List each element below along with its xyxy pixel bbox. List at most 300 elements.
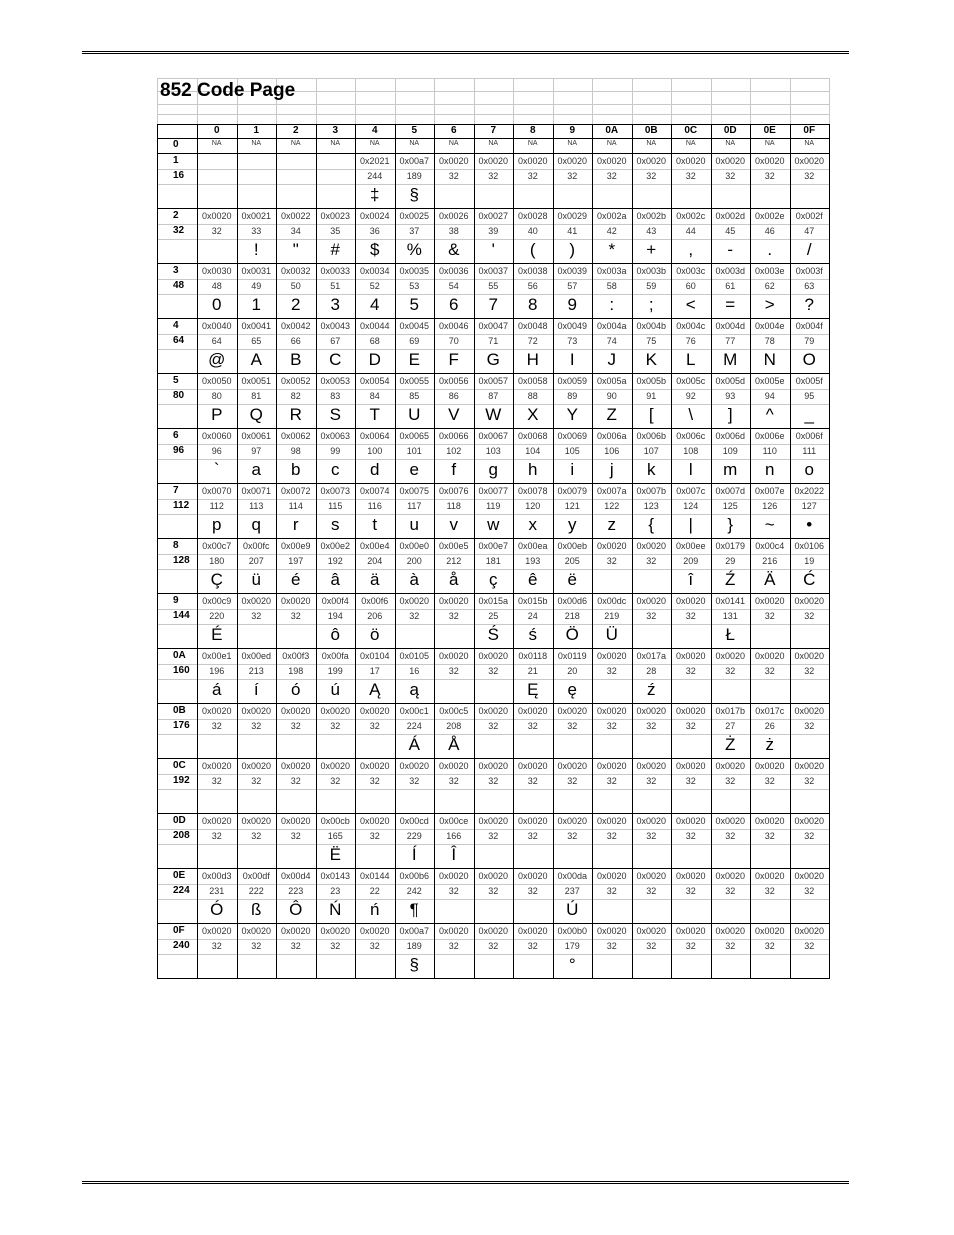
- decimal-value: 55: [488, 281, 499, 291]
- decimal-value: 32: [488, 721, 499, 731]
- hex-value: 0x0020: [636, 706, 667, 716]
- hex-value: 0x0020: [438, 651, 469, 661]
- decimal-value: 121: [564, 501, 580, 511]
- column-header: 3: [332, 125, 339, 136]
- row-label: 0F: [173, 925, 185, 936]
- character-glyph: &: [448, 240, 460, 259]
- hex-value: 0x2022: [794, 486, 825, 496]
- hex-value: 0x0020: [754, 596, 785, 606]
- hex-value: 0x0020: [517, 706, 548, 716]
- sub-row-line: [157, 719, 830, 720]
- decimal-value: 39: [488, 226, 499, 236]
- decimal-value: 24: [527, 611, 538, 621]
- sub-row-line: [157, 679, 830, 680]
- hex-value: 0x017c: [755, 706, 785, 716]
- hex-value: 0x0020: [478, 761, 509, 771]
- character-glyph: B: [290, 350, 302, 369]
- character-glyph: D: [368, 350, 381, 369]
- decimal-value: 122: [604, 501, 620, 511]
- row-decimal: 64: [173, 335, 185, 346]
- hex-value: 0x0118: [518, 651, 548, 661]
- hex-value: 0x0020: [280, 596, 311, 606]
- title-col-gridline: [395, 78, 396, 124]
- group-separator-line: [157, 373, 830, 374]
- hex-value: 0x0020: [715, 871, 746, 881]
- decimal-value: 32: [211, 226, 222, 236]
- character-glyph: Î: [451, 845, 457, 864]
- character-glyph: ~: [764, 515, 775, 534]
- decimal-value: 87: [488, 391, 499, 401]
- hex-value: 0x002f: [795, 211, 823, 221]
- decimal-value: 212: [446, 556, 462, 566]
- hex-value: 0x002b: [636, 211, 667, 221]
- decimal-value: 58: [606, 281, 617, 291]
- hex-value: 0x00f6: [361, 596, 389, 606]
- decimal-value: 33: [251, 226, 262, 236]
- hex-value: 0x0020: [636, 816, 667, 826]
- hex-value: 0x0048: [517, 321, 548, 331]
- decimal-value: 60: [685, 281, 696, 291]
- decimal-value: 32: [606, 941, 617, 951]
- character-glyph: Ë: [329, 845, 341, 864]
- hex-value: 0x0020: [280, 816, 311, 826]
- column-header: 4: [371, 125, 378, 136]
- row-label: 8: [173, 540, 179, 551]
- sub-row-line: [157, 444, 830, 445]
- hex-value: 0x00e1: [201, 651, 232, 661]
- decimal-value: 32: [685, 886, 696, 896]
- hex-value: 0x003d: [715, 266, 746, 276]
- decimal-value: 66: [290, 336, 301, 346]
- character-glyph: w: [487, 515, 500, 534]
- hex-value: NA: [804, 140, 815, 147]
- hex-value: 0x00cd: [399, 816, 429, 826]
- decimal-value: 96: [211, 446, 222, 456]
- sub-row-line: [157, 334, 830, 335]
- character-glyph: +: [646, 240, 657, 259]
- row-decimal: 16: [173, 170, 185, 181]
- hex-value: 0x0063: [320, 431, 351, 441]
- hex-value: 0x0020: [675, 816, 706, 826]
- decimal-value: 32: [290, 611, 301, 621]
- hex-value: 0x006a: [596, 431, 627, 441]
- column-separator-line: [632, 124, 633, 979]
- decimal-value: 47: [804, 226, 815, 236]
- character-glyph: T: [369, 405, 380, 424]
- character-glyph: p: [212, 515, 222, 534]
- character-glyph: K: [645, 350, 657, 369]
- decimal-value: 32: [488, 171, 499, 181]
- title-col-gridline: [592, 78, 593, 124]
- character-glyph: 2: [291, 295, 301, 314]
- hex-value: 0x00f4: [321, 596, 349, 606]
- character-glyph: o: [804, 460, 814, 479]
- character-glyph: ç: [489, 570, 498, 589]
- decimal-value: 91: [646, 391, 657, 401]
- hex-value: 0x0021: [241, 211, 272, 221]
- hex-value: 0x0068: [517, 431, 548, 441]
- hex-value: 0x00ea: [517, 541, 548, 551]
- group-separator-line: [157, 428, 830, 429]
- character-glyph: *: [608, 240, 616, 259]
- character-glyph: C: [329, 350, 342, 369]
- group-separator-line: [157, 703, 830, 704]
- decimal-value: 32: [646, 171, 657, 181]
- decimal-value: 32: [764, 831, 775, 841]
- hex-value: 0x0020: [715, 926, 746, 936]
- character-glyph: á: [212, 680, 222, 699]
- decimal-value: 32: [567, 831, 578, 841]
- decimal-value: 70: [448, 336, 459, 346]
- decimal-value: 27: [725, 721, 736, 731]
- sub-row-line: [157, 954, 830, 955]
- column-separator-line: [434, 124, 435, 979]
- hex-value: 0x0039: [557, 266, 588, 276]
- sub-row-line: [157, 774, 830, 775]
- decimal-value: 116: [367, 501, 382, 511]
- hex-value: 0x0106: [794, 541, 825, 551]
- hex-value: 0x0143: [320, 871, 351, 881]
- title-col-gridline: [632, 78, 633, 124]
- character-glyph: Q: [249, 405, 263, 424]
- character-glyph: d: [370, 460, 380, 479]
- hex-value: 0x0179: [715, 541, 746, 551]
- decimal-value: 32: [369, 831, 380, 841]
- decimal-value: 32: [251, 776, 262, 786]
- hex-value: 0x007b: [636, 486, 667, 496]
- sub-row-line: [157, 664, 830, 665]
- decimal-value: 32: [606, 666, 617, 676]
- hex-value: 0x0020: [794, 761, 825, 771]
- character-glyph: !: [253, 240, 259, 259]
- decimal-value: 32: [488, 666, 499, 676]
- character-glyph: Z: [606, 405, 617, 424]
- sub-row-line: [157, 349, 830, 350]
- character-glyph: -: [727, 240, 734, 259]
- decimal-value: 108: [683, 446, 699, 456]
- bottom-rule: [82, 1181, 849, 1184]
- decimal-value: 32: [685, 171, 696, 181]
- hex-value: 0x0036: [438, 266, 469, 276]
- character-glyph: ś: [528, 625, 537, 644]
- hex-value: 0x002d: [715, 211, 746, 221]
- column-separator-line: [513, 124, 514, 979]
- column-separator-line: [395, 124, 396, 979]
- character-glyph: N: [763, 350, 776, 369]
- hex-value: 0x002e: [754, 211, 785, 221]
- hex-value: 0x0053: [320, 376, 351, 386]
- sub-row-line: [157, 224, 830, 225]
- hex-value: 0x0020: [794, 706, 825, 716]
- decimal-value: 32: [567, 721, 578, 731]
- character-glyph: J: [607, 350, 616, 369]
- column-header: 1: [253, 125, 260, 136]
- hex-value: 0x00e5: [438, 541, 469, 551]
- hex-value: 0x00ed: [241, 651, 272, 661]
- decimal-value: 223: [288, 886, 304, 896]
- hex-value: 0x003f: [795, 266, 823, 276]
- decimal-value: 44: [685, 226, 696, 236]
- top-rule: [82, 51, 849, 54]
- hex-value: 0x0042: [280, 321, 311, 331]
- character-glyph: W: [485, 405, 502, 424]
- character-glyph: j: [609, 460, 614, 479]
- hex-value: 0x0041: [241, 321, 272, 331]
- column-header: 8: [529, 125, 536, 136]
- decimal-value: 20: [567, 666, 578, 676]
- character-glyph: î: [688, 570, 694, 589]
- character-glyph: ż: [765, 735, 774, 754]
- decimal-value: 219: [604, 611, 620, 621]
- hex-value: 0x015b: [517, 596, 548, 606]
- hex-value: 0x0105: [399, 651, 430, 661]
- character-glyph: q: [251, 515, 261, 534]
- hex-value: 0x0020: [596, 651, 627, 661]
- hex-value: 0x004a: [596, 321, 627, 331]
- sub-row-line: [157, 789, 830, 790]
- decimal-value: 62: [764, 281, 775, 291]
- hex-value: 0x0144: [359, 871, 390, 881]
- hex-value: 0x0051: [241, 376, 272, 386]
- hex-value: 0x0020: [478, 816, 509, 826]
- hex-value: 0x0032: [280, 266, 311, 276]
- hex-value: 0x0073: [320, 486, 351, 496]
- character-glyph: k: [647, 460, 656, 479]
- hex-value: 0x00df: [242, 871, 270, 881]
- character-glyph: é: [291, 570, 301, 589]
- column-header: 0: [213, 125, 220, 136]
- row-label: 4: [173, 320, 179, 331]
- column-header: 7: [490, 125, 497, 136]
- decimal-value: 32: [725, 941, 736, 951]
- row-label: 0E: [173, 870, 186, 881]
- row-label: 2: [173, 210, 179, 221]
- title-col-gridline: [513, 78, 514, 124]
- hex-value: 0x0075: [399, 486, 430, 496]
- title-col-gridline: [474, 78, 475, 124]
- character-glyph: ]: [727, 405, 733, 424]
- hex-value: 0x00ce: [439, 816, 469, 826]
- decimal-value: 32: [211, 941, 222, 951]
- decimal-value: 75: [646, 336, 657, 346]
- hex-value: 0x003c: [676, 266, 706, 276]
- column-separator-line: [553, 124, 554, 979]
- hex-value: 0x0076: [438, 486, 469, 496]
- character-glyph: z: [607, 515, 616, 534]
- hex-value: 0x0020: [794, 596, 825, 606]
- decimal-value: 189: [406, 941, 422, 951]
- hex-value: 0x0104: [359, 651, 390, 661]
- hex-value: 0x0020: [596, 761, 627, 771]
- title-gridline: [157, 104, 830, 105]
- hex-value: 0x0020: [517, 156, 548, 166]
- group-separator-line: [157, 923, 830, 924]
- decimal-value: 54: [448, 281, 459, 291]
- decimal-value: 32: [488, 941, 499, 951]
- row-decimal: 160: [173, 665, 190, 676]
- hex-value: 0x0030: [201, 266, 232, 276]
- hex-value: 0x0020: [636, 871, 667, 881]
- character-glyph: ó: [291, 680, 301, 699]
- decimal-value: 38: [448, 226, 459, 236]
- title-left-gridline: [157, 78, 158, 124]
- decimal-value: 109: [722, 446, 738, 456]
- decimal-value: 231: [209, 886, 225, 896]
- hex-value: 0x0062: [280, 431, 311, 441]
- character-glyph: A: [250, 350, 262, 369]
- hex-value: 0x00a7: [399, 926, 430, 936]
- hex-value: 0x0020: [715, 651, 746, 661]
- hex-value: 0x0027: [478, 211, 509, 221]
- decimal-value: 127: [801, 501, 817, 511]
- decimal-value: 32: [804, 886, 815, 896]
- hex-value: 0x0025: [399, 211, 430, 221]
- hex-value: 0x0020: [438, 871, 469, 881]
- decimal-value: 32: [448, 171, 459, 181]
- decimal-value: 32: [330, 776, 341, 786]
- hex-value: 0x00e7: [478, 541, 509, 551]
- hex-value: 0x0020: [557, 761, 588, 771]
- decimal-value: 194: [327, 611, 343, 621]
- character-glyph: 9: [567, 295, 577, 314]
- decimal-value: 237: [564, 886, 580, 896]
- character-glyph: ö: [370, 625, 380, 644]
- hex-value: 0x0020: [636, 541, 667, 551]
- decimal-value: 68: [369, 336, 380, 346]
- decimal-value: 69: [409, 336, 420, 346]
- character-glyph: s: [331, 515, 340, 534]
- decimal-value: 213: [248, 666, 264, 676]
- hex-value: 0x003a: [596, 266, 627, 276]
- decimal-value: 110: [762, 446, 777, 456]
- character-glyph: I: [569, 350, 575, 369]
- hex-value: 0x0119: [557, 651, 587, 661]
- header-top-line: [157, 124, 830, 125]
- decimal-value: 131: [722, 611, 738, 621]
- character-glyph: (: [529, 240, 536, 259]
- sub-row-line: [157, 829, 830, 830]
- decimal-value: 125: [722, 501, 738, 511]
- decimal-value: 32: [725, 171, 736, 181]
- character-glyph: Å: [448, 735, 460, 754]
- sub-row-line: [157, 404, 830, 405]
- hex-value: 0x007e: [754, 486, 785, 496]
- decimal-value: 32: [685, 941, 696, 951]
- hex-value: 0x0020: [517, 871, 548, 881]
- character-glyph: t: [372, 515, 378, 534]
- decimal-value: 93: [725, 391, 736, 401]
- title-col-gridline: [316, 78, 317, 124]
- hex-value: 0x0020: [280, 761, 311, 771]
- hex-value: 0x005d: [715, 376, 746, 386]
- sub-row-line: [157, 624, 830, 625]
- title-col-gridline: [671, 78, 672, 124]
- character-glyph: 0: [212, 295, 222, 314]
- character-glyph: {: [648, 515, 655, 534]
- decimal-value: 80: [211, 391, 222, 401]
- hex-value: 0x002c: [676, 211, 706, 221]
- decimal-value: 105: [564, 446, 580, 456]
- hex-value: 0x0067: [478, 431, 509, 441]
- character-glyph: u: [409, 515, 419, 534]
- decimal-value: 32: [764, 886, 775, 896]
- character-glyph: G: [486, 350, 500, 369]
- hex-value: 0x00a7: [399, 156, 430, 166]
- character-glyph: É: [211, 625, 223, 644]
- decimal-value: 32: [804, 776, 815, 786]
- decimal-value: 204: [367, 556, 383, 566]
- hex-value: 0x0020: [754, 871, 785, 881]
- character-glyph: f: [451, 460, 457, 479]
- hex-value: 0x0065: [399, 431, 430, 441]
- column-separator-line: [711, 124, 712, 979]
- character-glyph: [: [648, 405, 654, 424]
- decimal-value: 101: [406, 446, 422, 456]
- code-page-sheet: [157, 78, 830, 981]
- column-header: 0C: [684, 125, 698, 136]
- hex-value: 0x0020: [359, 761, 390, 771]
- title-gridline: [157, 114, 830, 115]
- character-glyph: |: [688, 515, 693, 534]
- character-glyph: 3: [330, 295, 340, 314]
- character-glyph: Ç: [210, 570, 223, 589]
- hex-value: 0x0028: [517, 211, 548, 221]
- hex-value: 0x0020: [675, 156, 706, 166]
- decimal-value: 32: [764, 666, 775, 676]
- hex-value: 0x00b0: [557, 926, 588, 936]
- hex-value: 0x0020: [320, 706, 351, 716]
- decimal-value: 32: [764, 776, 775, 786]
- decimal-value: 32: [685, 831, 696, 841]
- row-label: 5: [173, 375, 179, 386]
- row-label: 7: [173, 485, 179, 496]
- hex-value: 0x00c4: [755, 541, 785, 551]
- hex-value: 0x0020: [675, 596, 706, 606]
- character-glyph: ê: [528, 570, 538, 589]
- hex-value: 0x0020: [399, 761, 430, 771]
- decimal-value: 21: [527, 666, 538, 676]
- hex-value: 0x006c: [676, 431, 706, 441]
- row-decimal: 32: [173, 225, 185, 236]
- hex-value: 0x004f: [795, 321, 823, 331]
- character-glyph: v: [449, 515, 458, 534]
- row-decimal: 176: [173, 720, 190, 731]
- decimal-value: 32: [369, 941, 380, 951]
- character-glyph: 6: [449, 295, 459, 314]
- hex-value: 0x0020: [478, 156, 509, 166]
- hex-value: 0x0020: [794, 816, 825, 826]
- decimal-value: 32: [527, 941, 538, 951]
- hex-value: 0x007d: [715, 486, 746, 496]
- decimal-value: 220: [209, 611, 225, 621]
- decimal-value: 59: [646, 281, 657, 291]
- left-border-line: [157, 124, 158, 979]
- hex-value: 0x00da: [557, 871, 588, 881]
- row-label: 6: [173, 430, 179, 441]
- sub-row-line: [157, 499, 830, 500]
- decimal-value: 90: [606, 391, 617, 401]
- hex-value: 0x0020: [557, 706, 588, 716]
- character-glyph: ‡: [370, 185, 380, 204]
- hex-value: 0x0020: [438, 926, 469, 936]
- decimal-value: 32: [251, 831, 262, 841]
- hex-value: 0x0020: [794, 156, 825, 166]
- hex-value: 0x00dc: [597, 596, 627, 606]
- hex-value: 0x003e: [754, 266, 785, 276]
- decimal-value: 86: [448, 391, 459, 401]
- hex-value: 0x0046: [438, 321, 469, 331]
- hex-value: 0x0020: [596, 871, 627, 881]
